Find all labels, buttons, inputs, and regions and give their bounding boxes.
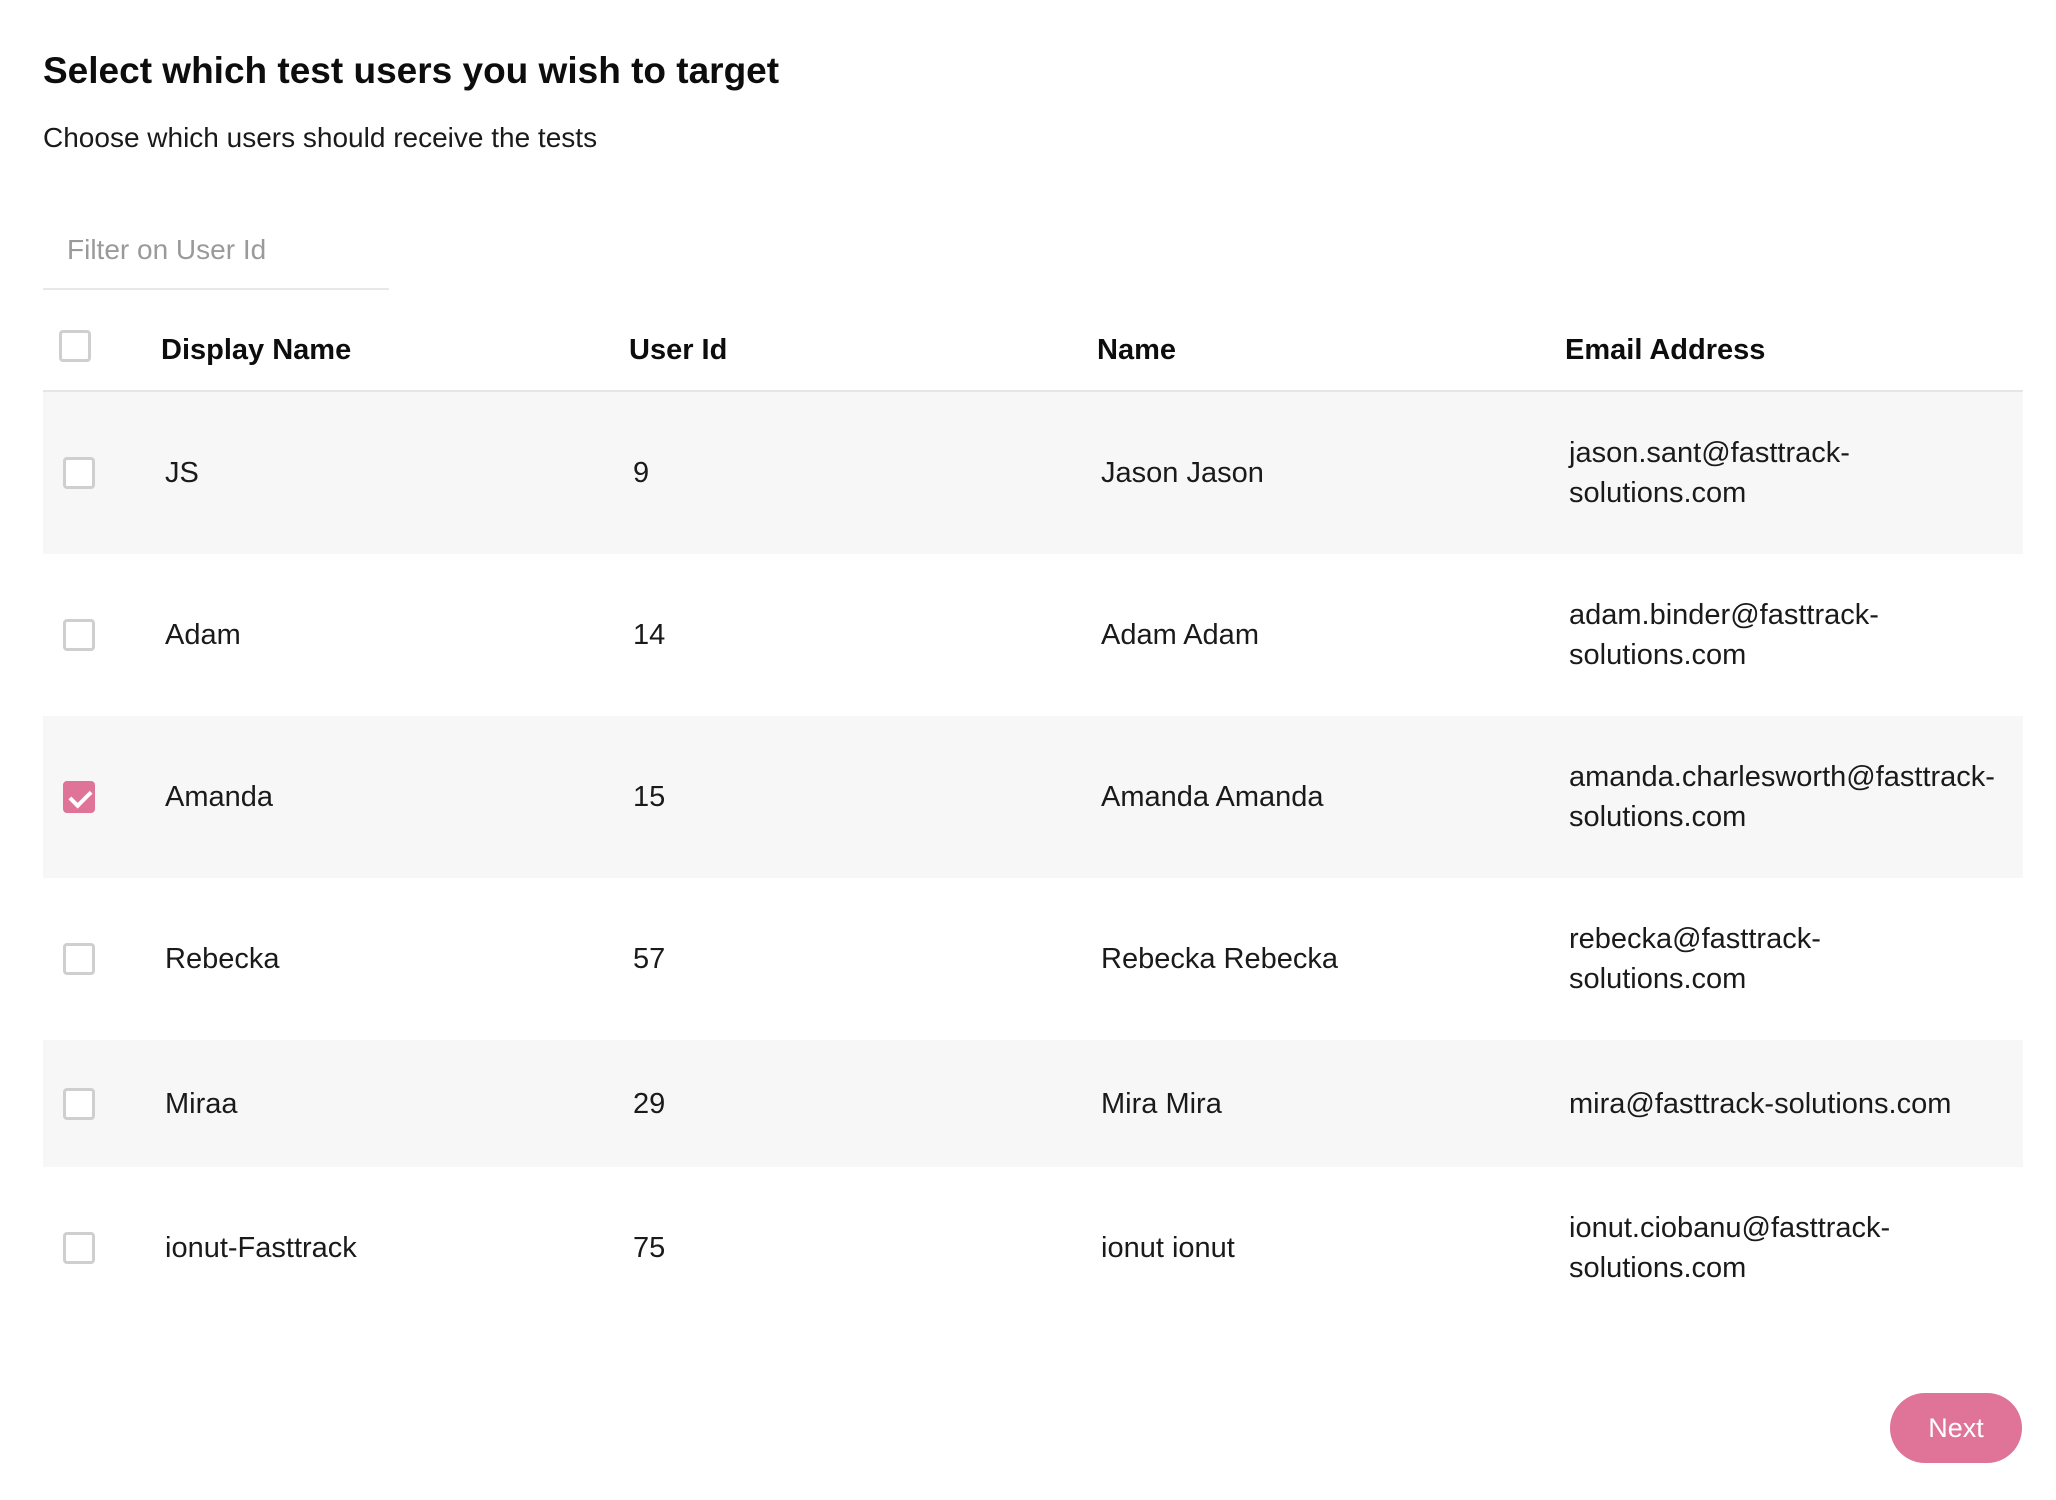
cell-email: ionut.ciobanu@fasttrack- solutions.com bbox=[1569, 1212, 1891, 1284]
cell-display-name: Miraa bbox=[165, 1087, 238, 1120]
row-checkbox[interactable] bbox=[63, 457, 95, 489]
row-checkbox[interactable] bbox=[63, 619, 95, 651]
cell-name: Mira Mira bbox=[1101, 1087, 1222, 1120]
cell-email: jason.sant@fasttrack- solutions.com bbox=[1569, 437, 1850, 509]
cell-user-id: 29 bbox=[633, 1087, 666, 1120]
cell-display-name: JS bbox=[165, 457, 199, 489]
column-header-user-id[interactable]: User Id bbox=[629, 334, 728, 366]
column-header-name[interactable]: Name bbox=[1097, 334, 1176, 366]
row-checkbox[interactable] bbox=[63, 1088, 95, 1120]
table-row[interactable] bbox=[43, 716, 2023, 878]
cell-name: Amanda Amanda bbox=[1101, 781, 1324, 813]
cell-email: mira@fasttrack-solutions.com bbox=[1569, 1087, 1952, 1120]
cell-name: ionut ionut bbox=[1101, 1232, 1235, 1264]
cell-user-id: 15 bbox=[633, 781, 666, 813]
table-row[interactable] bbox=[43, 1167, 2023, 1329]
cell-display-name: ionut-Fasttrack bbox=[165, 1232, 357, 1264]
cell-name: Jason Jason bbox=[1101, 457, 1264, 489]
filter-user-id-input[interactable] bbox=[43, 212, 389, 290]
cell-email: adam.binder@fasttrack- solutions.com bbox=[1569, 599, 1879, 671]
row-checkbox[interactable] bbox=[63, 1232, 95, 1264]
row-checkbox[interactable] bbox=[63, 943, 95, 975]
page-subtitle: Choose which users should receive the tests bbox=[43, 122, 598, 153]
table-row[interactable] bbox=[43, 554, 2023, 716]
user-target-page bbox=[43, 0, 2023, 1500]
cell-user-id: 9 bbox=[633, 457, 650, 489]
table-row[interactable] bbox=[43, 1040, 2023, 1167]
table-header bbox=[43, 310, 2023, 392]
cell-email: amanda.charlesworth@fasttrack- solutions.com bbox=[1569, 761, 1995, 833]
users-table bbox=[43, 310, 2023, 1329]
table-row[interactable] bbox=[43, 878, 2023, 1040]
row-checkbox[interactable] bbox=[63, 781, 95, 813]
cell-display-name: Adam bbox=[165, 619, 241, 651]
cell-name: Rebecka Rebecka bbox=[1101, 943, 1338, 975]
next-button[interactable]: Next bbox=[1890, 1393, 2022, 1463]
cell-user-id: 57 bbox=[633, 943, 666, 975]
column-header-email-address[interactable]: Email Address bbox=[1565, 334, 1766, 366]
cell-user-id: 75 bbox=[633, 1232, 666, 1264]
checkmark-icon bbox=[68, 784, 92, 808]
cell-email: rebecka@fasttrack- solutions.com bbox=[1569, 923, 1821, 995]
column-header-display-name[interactable]: Display Name bbox=[161, 334, 352, 366]
cell-display-name: Amanda bbox=[165, 781, 274, 813]
cell-display-name: Rebecka bbox=[165, 943, 280, 975]
table-row[interactable] bbox=[43, 392, 2023, 554]
cell-name: Adam Adam bbox=[1101, 619, 1259, 651]
page-title: Select which test users you wish to target bbox=[43, 50, 780, 91]
cell-user-id: 14 bbox=[633, 619, 666, 651]
select-all-checkbox[interactable] bbox=[59, 330, 91, 362]
